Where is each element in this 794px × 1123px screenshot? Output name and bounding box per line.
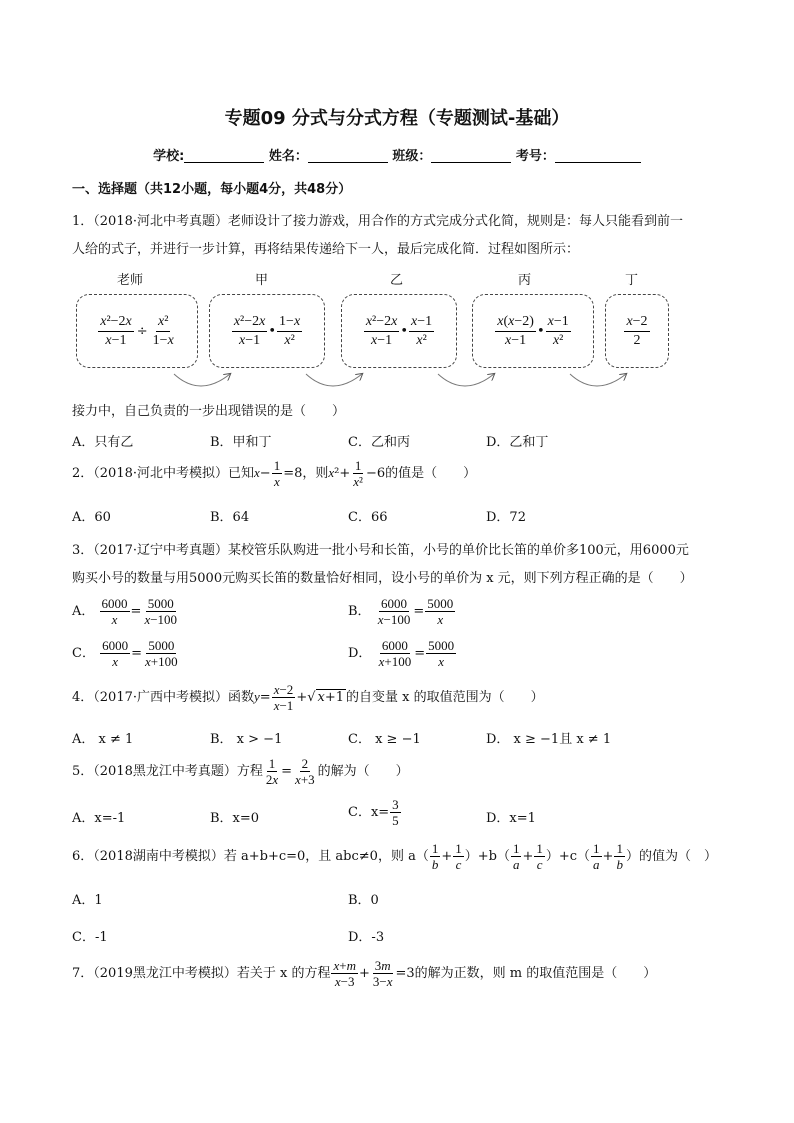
q6-p3: ）+c（ bbox=[545, 849, 591, 864]
q7-suffix: =3的解为正数，则 m 的取值范围是（ ） bbox=[395, 966, 657, 981]
q5-option-c-text: C．x= bbox=[348, 805, 390, 820]
arrow-3 bbox=[438, 374, 494, 386]
label-yi: 乙 bbox=[390, 273, 404, 288]
class-blank[interactable] bbox=[431, 149, 511, 163]
student-info-line bbox=[0, 145, 794, 164]
school-label: 学校: bbox=[153, 149, 185, 164]
section-heading: 一、选择题（共12小题，每小题4分，共48分） bbox=[72, 182, 352, 197]
q3-option-b[interactable]: B． $\frac{6000}{x-100}$ = $\frac{5000}{x}$ bbox=[348, 596, 454, 627]
relay-arrows bbox=[0, 360, 794, 400]
q2-option-a[interactable]: A．60 bbox=[72, 510, 111, 525]
name-blank[interactable] bbox=[308, 149, 388, 163]
q6-option-d[interactable]: D．-3 bbox=[348, 930, 385, 945]
q6-suffix: ）的值为（ ） bbox=[625, 849, 717, 864]
class-label: 班级： bbox=[392, 149, 432, 164]
q7-stem: 7．（2019黑龙江中考模拟）若关于 x 的方程 $\frac{x+m}{x-3}$ + $\frac{3m}{3-x}$ =3的解为正数，则 m 的取值范围是（ ） bbox=[72, 958, 657, 989]
q6-option-c[interactable]: C．-1 bbox=[72, 930, 108, 945]
name-label: 姓名： bbox=[268, 149, 308, 164]
label-ding: 丁 bbox=[625, 273, 639, 288]
exam-no-label: 考号： bbox=[515, 149, 555, 164]
q5-option-c[interactable]: C．x= $\frac{3}{5}$ bbox=[348, 797, 399, 828]
q2-suffix: 的值是（ ） bbox=[385, 466, 477, 481]
q3-line1: 3．（2017·辽宁中考真题）某校管乐队购进一批小号和长笛，小号的单价比长笛的单价多100元，用6000元 bbox=[72, 543, 689, 558]
arrow-2 bbox=[306, 374, 362, 386]
q3-option-c[interactable]: C． $\frac{6000}{x}$ = $\frac{5000}{x+100}$ bbox=[72, 638, 178, 669]
q2-prefix: 2．（2018·河北中考模拟）已知 bbox=[72, 466, 254, 481]
label-teacher: 老师 bbox=[117, 273, 144, 288]
q6-prefix: 6．（2018湖南中考模拟）若 a+b+c=0，且 abc≠0，则 a（ bbox=[72, 849, 429, 864]
q4-option-d[interactable]: D． x ≥ −1且 x ≠ 1 bbox=[486, 732, 612, 747]
q4-stem: 4．（2017·广西中考模拟）函数y= $\frac{x-2}{x-1}$ +√ x+1 的自变量 x 的取值范围为（ ） bbox=[72, 682, 544, 713]
q1-question: 接力中，自己负责的一步出现错误的是（ ） bbox=[72, 404, 346, 419]
exam-no-blank[interactable] bbox=[555, 149, 641, 163]
q5-option-d[interactable]: D．x=1 bbox=[486, 811, 536, 826]
school-blank[interactable] bbox=[184, 149, 264, 163]
q1-option-b[interactable]: B．甲和丁 bbox=[210, 435, 272, 450]
arrow-1 bbox=[174, 374, 230, 386]
q4-option-b[interactable]: B． x > −1 bbox=[210, 732, 283, 747]
q3-line2: 购买小号的数量与用5000元购买长笛的数量恰好相同，设小号的单价为 x 元，则下列方程正确的是（ ） bbox=[72, 571, 693, 586]
q1-option-d[interactable]: D．乙和丁 bbox=[486, 435, 549, 450]
q1-line1: 1．（2018·河北中考真题）老师设计了接力游戏，用合作的方式完成分式化简，规则是：每人只能看到前一 bbox=[72, 214, 683, 229]
q3-option-b-letter: B． bbox=[348, 604, 371, 619]
q2-mid: ，则 bbox=[302, 466, 329, 481]
page-title: 专题09 分式与分式方程（专题测试-基础） bbox=[224, 108, 570, 129]
q5-option-a[interactable]: A．x=-1 bbox=[72, 811, 126, 826]
q3-option-a-letter: A． bbox=[72, 604, 95, 619]
q5-prefix: 5．（2018黑龙江中考真题）方程 bbox=[72, 764, 263, 779]
q2-option-b[interactable]: B．64 bbox=[210, 510, 250, 525]
q1-option-c[interactable]: C．乙和丙 bbox=[348, 435, 410, 450]
q1-option-a[interactable]: A．只有乙 bbox=[72, 435, 134, 450]
q6-p2: ）+b（ bbox=[464, 849, 510, 864]
label-bing: 丙 bbox=[518, 273, 532, 288]
q2-stem: 2．（2018·河北中考模拟）已知x− $\frac{1}{x}$ =8，则x²+ $\frac{1}{\text{x²}}$ −6的值是（ ） bbox=[72, 458, 477, 489]
q3-option-d-letter: D． bbox=[348, 646, 372, 661]
q4-suffix: 的自变量 x 的取值范围为（ ） bbox=[346, 690, 544, 705]
box-teacher: $\frac{\text{x²−2x}}{x-1}$ ÷ $\frac{\text{x²}}{1-x}$ bbox=[76, 294, 198, 368]
q5-stem: 5．（2018黑龙江中考真题）方程 $\frac{1}{2x}$ = $\frac{2}{x+3}$ 的解为（ ） bbox=[72, 756, 409, 787]
q2-option-c[interactable]: C．66 bbox=[348, 510, 388, 525]
q6-option-a[interactable]: A．1 bbox=[72, 893, 103, 908]
q3-option-d[interactable]: D． $\frac{6000}{x+100}$ = $\frac{5000}{x}$ bbox=[348, 638, 455, 669]
box-bing: $\frac{x(x-2)}{x-1}$ • $\frac{x-1}{\text{x²}}$ bbox=[472, 294, 594, 368]
q2-option-d[interactable]: D．72 bbox=[486, 510, 526, 525]
box-ding: $\frac{x-2}{2}$ bbox=[605, 294, 669, 368]
q3-option-a[interactable]: A． $\frac{6000}{x}$ = $\frac{5000}{x-100}$ bbox=[72, 596, 178, 627]
q4-option-c[interactable]: C． x ≥ −1 bbox=[348, 732, 421, 747]
q4-prefix: 4．（2017·广西中考模拟）函数 bbox=[72, 690, 254, 705]
q5-option-b[interactable]: B．x=0 bbox=[210, 811, 260, 826]
q5-suffix: 的解为（ ） bbox=[317, 764, 409, 779]
arrow-4 bbox=[570, 374, 626, 386]
q4-option-a[interactable]: A． x ≠ 1 bbox=[72, 732, 134, 747]
box-jia: $\frac{\text{x²−2x}}{x-1}$ • $\frac{1-x}{\text{x²}}$ bbox=[209, 294, 325, 368]
q1-line2: 人给的式子，并进行一步计算，再将结果传递给下一人，最后完成化简．过程如图所示： bbox=[72, 242, 580, 257]
box-yi: $\frac{\text{x²−2x}}{x-1}$ • $\frac{x-1}{\text{x²}}$ bbox=[341, 294, 457, 368]
q7-prefix: 7．（2019黑龙江中考模拟）若关于 x 的方程 bbox=[72, 966, 331, 981]
q6-stem: 6．（2018湖南中考模拟）若 a+b+c=0，且 abc≠0，则 a（ $\frac{1}{b}$ + $\frac{1}{c}$ ）+b（ $\frac{1}{a}$ + $\frac{1}{c}$ ）+c（ $\frac{1}{a}$ + $\frac{1}{b}$ ）的值为（ ） bbox=[72, 841, 717, 872]
q6-option-b[interactable]: B．0 bbox=[348, 893, 379, 908]
label-jia: 甲 bbox=[255, 273, 269, 288]
q3-option-c-letter: C． bbox=[72, 646, 95, 661]
